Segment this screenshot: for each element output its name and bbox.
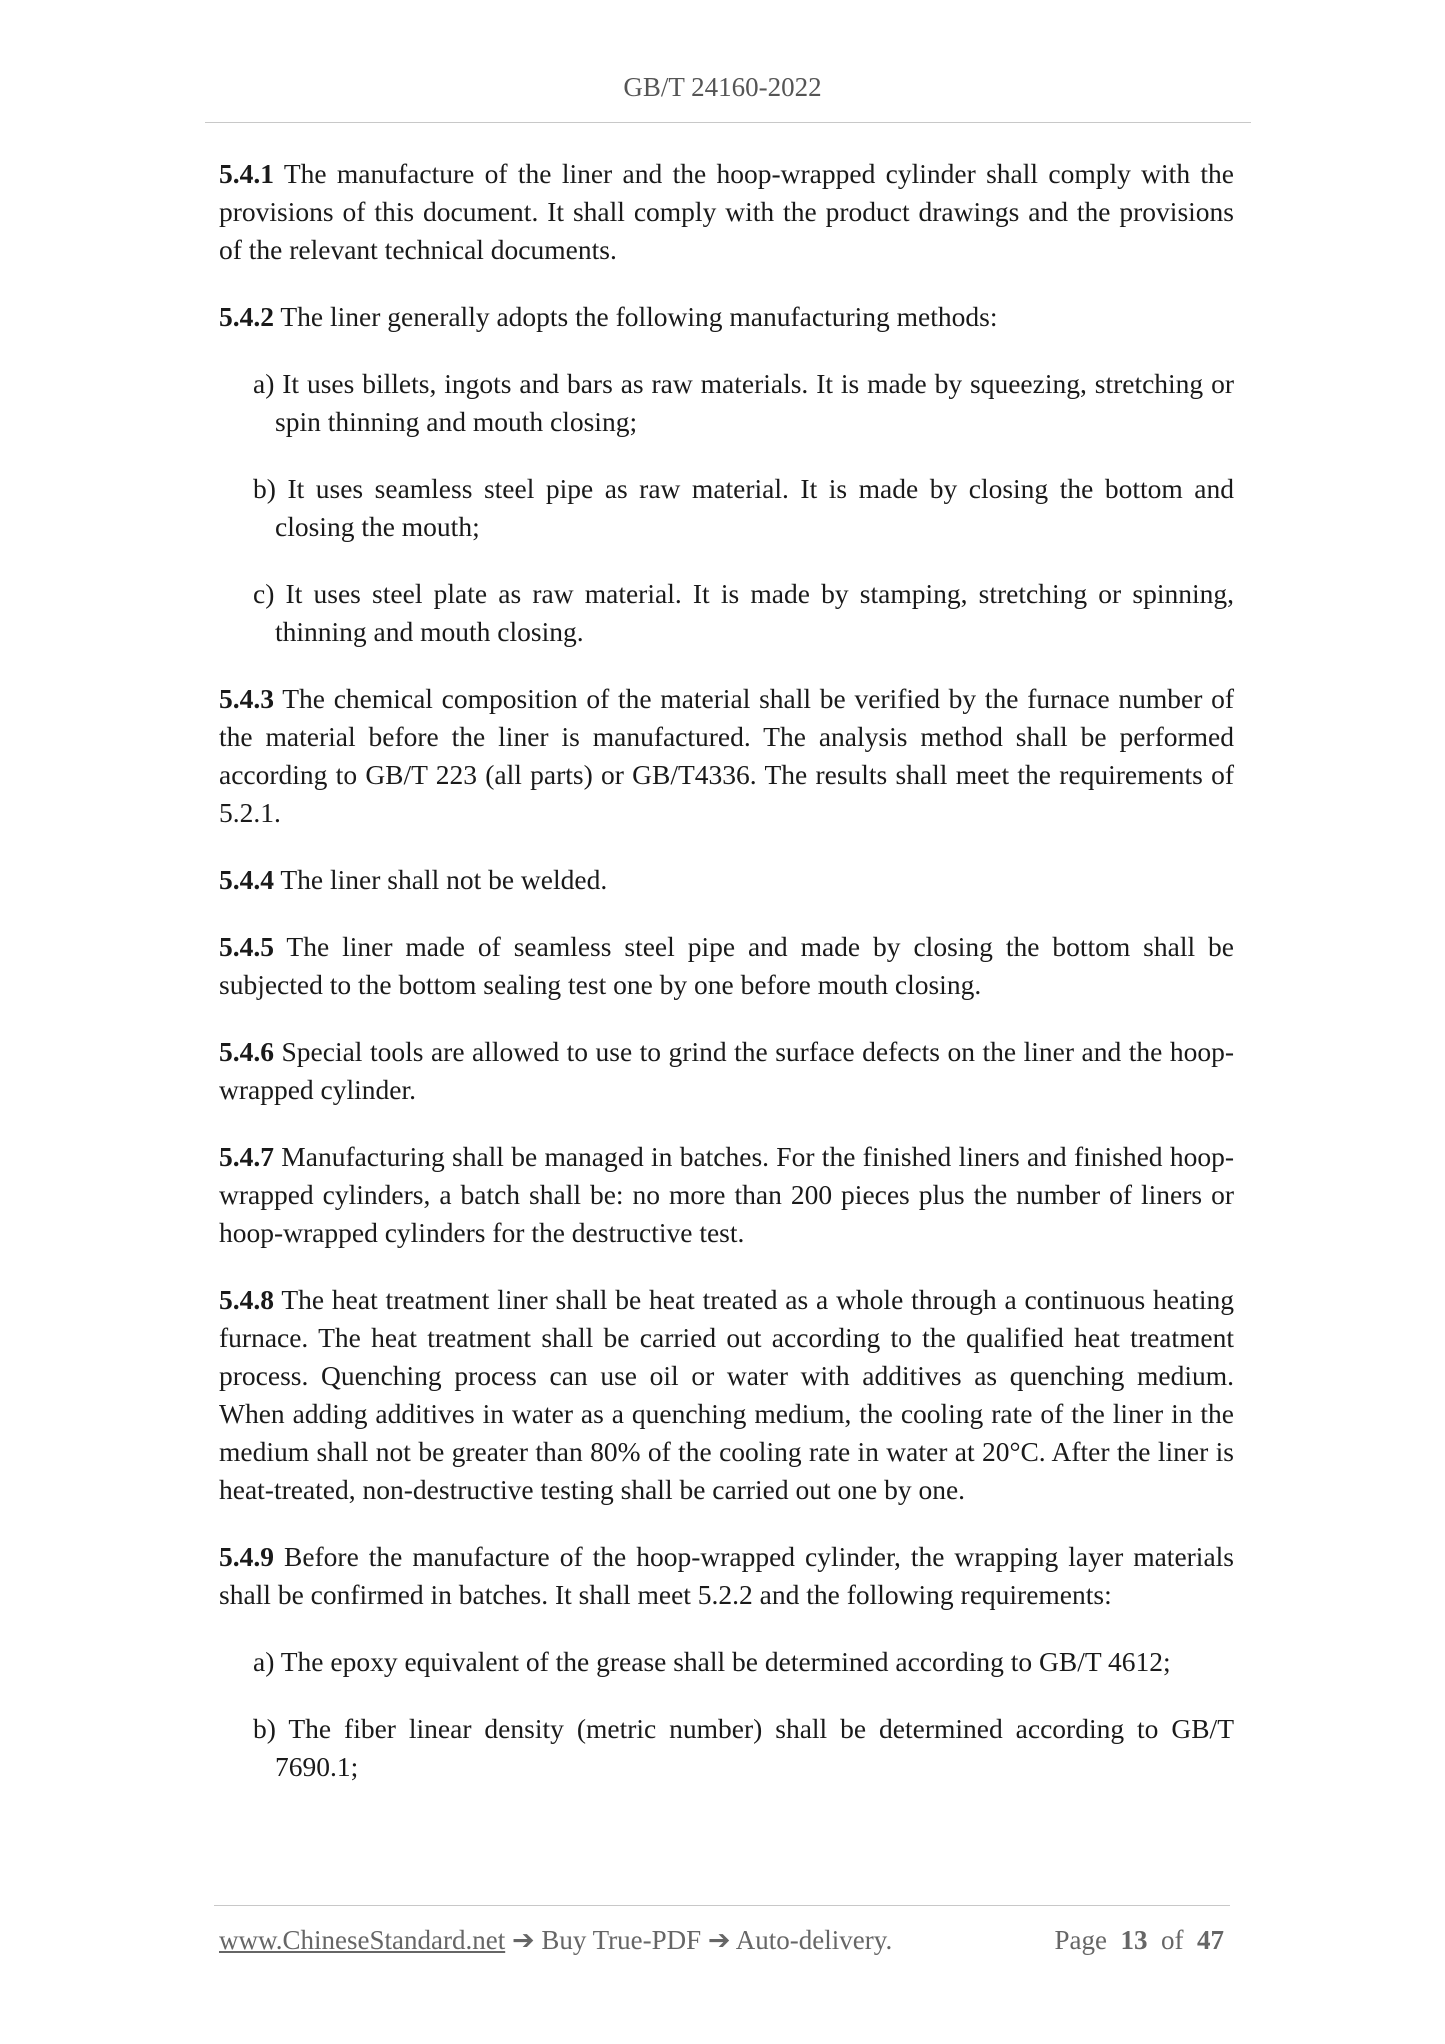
footer-promo	[219, 1925, 892, 1956]
page-of-label: of	[1161, 1925, 1184, 1955]
clause-text: Manufacturing shall be managed in batches. For the finished liners and finished hoop-wrapped cylinders, a batch shall be: no more than 200 pieces plus the number of liners or hoop-wrapped cylinders for the destructive test.	[219, 1141, 1234, 1248]
clause-number: 5.4.4	[219, 864, 274, 895]
clause-5-4-9	[219, 1538, 1234, 1614]
clause-5-4-7	[219, 1138, 1234, 1252]
page-label: Page	[1054, 1925, 1107, 1955]
page-indicator	[1055, 1925, 1234, 1956]
clause-text: The manufacture of the liner and the hoop-wrapped cylinder shall comply with the provisions of this document. It shall comply with the product drawings and the provisions of the relevant technical documents.	[219, 158, 1234, 265]
clause-5-4-3	[219, 680, 1234, 832]
clause-number: 5.4.8	[219, 1284, 274, 1315]
clause-text: The liner shall not be welded.	[274, 864, 608, 895]
buy-text: Buy True-PDF	[541, 1925, 702, 1955]
clause-text: The liner generally adopts the following manufacturing methods:	[274, 301, 998, 332]
clause-5-4-8	[219, 1281, 1234, 1509]
delivery-text: Auto-delivery.	[735, 1925, 893, 1955]
clause-number: 5.4.1	[219, 158, 274, 189]
running-header: GB/T 24160-2022	[623, 72, 822, 102]
clause-5-4-4	[219, 861, 1234, 899]
footer-divider	[214, 1905, 1230, 1906]
arrow-icon: ➔	[505, 1925, 542, 1955]
clause-text: The chemical composition of the material shall be verified by the furnace number of the material before the liner is manufactured. The analysis method shall be performed according to GB/T 223 (all parts) or GB/T4336. The results shall meet the requirements of 5.2.1.	[219, 683, 1234, 828]
clause-text: The heat treatment liner shall be heat treated as a whole through a continuous heating furnace. The heat treatment shall be carried out according to the qualified heat treatment process. Quenching process can use oil or water with additives as quenching medium. When adding additives in water as a quenching medium, the cooling rate of the liner in the medium shall not be greater than 80% of the cooling rate in water at 20°C. After the liner is heat-treated, non-destructive testing shall be carried out one by one.	[219, 1284, 1234, 1505]
header-divider	[205, 122, 1251, 123]
clause-number: 5.4.9	[219, 1541, 274, 1572]
clause-5-4-1	[219, 155, 1234, 269]
website-link[interactable]: www.ChineseStandard.net	[219, 1925, 506, 1955]
page-current: 13	[1120, 1925, 1148, 1955]
clause-5-4-2	[219, 298, 1234, 336]
clause-text: The liner made of seamless steel pipe and made by closing the bottom shall be subjected to the bottom sealing test one by one before mouth closing.	[219, 931, 1234, 1000]
page-total: 47	[1197, 1925, 1224, 1955]
clause-text: Special tools are allowed to use to grind the surface defects on the liner and the hoop-wrapped cylinder.	[219, 1036, 1234, 1105]
clause-5-4-5	[219, 928, 1234, 1004]
list-item: c) It uses steel plate as raw material. It is made by stamping, stretching or spinning, thinning and mouth closing.	[253, 578, 1234, 647]
clause-number: 5.4.7	[219, 1141, 274, 1172]
document-body	[219, 155, 1234, 1815]
clause-number: 5.4.6	[219, 1036, 274, 1067]
list-item: a) It uses billets, ingots and bars as raw materials. It is made by squeezing, stretching or spin thinning and mouth closing;	[253, 368, 1234, 437]
arrow-icon: ➔	[701, 1925, 736, 1955]
clause-5-4-6	[219, 1033, 1234, 1109]
list-item: b) It uses seamless steel pipe as raw material. It is made by closing the bottom and closing the mouth;	[253, 473, 1234, 542]
clause-number: 5.4.3	[219, 683, 274, 714]
clause-number: 5.4.2	[219, 301, 274, 332]
list-item: a) The epoxy equivalent of the grease shall be determined according to GB/T 4612;	[253, 1646, 1171, 1677]
clause-text: Before the manufacture of the hoop-wrapped cylinder, the wrapping layer materials shall be confirmed in batches. It shall meet 5.2.2 and the following requirements:	[219, 1541, 1234, 1610]
list-item: b) The fiber linear density (metric number) shall be determined according to GB/T 7690.1;	[253, 1713, 1234, 1782]
clause-number: 5.4.5	[219, 931, 274, 962]
page-footer	[219, 1925, 1234, 1956]
